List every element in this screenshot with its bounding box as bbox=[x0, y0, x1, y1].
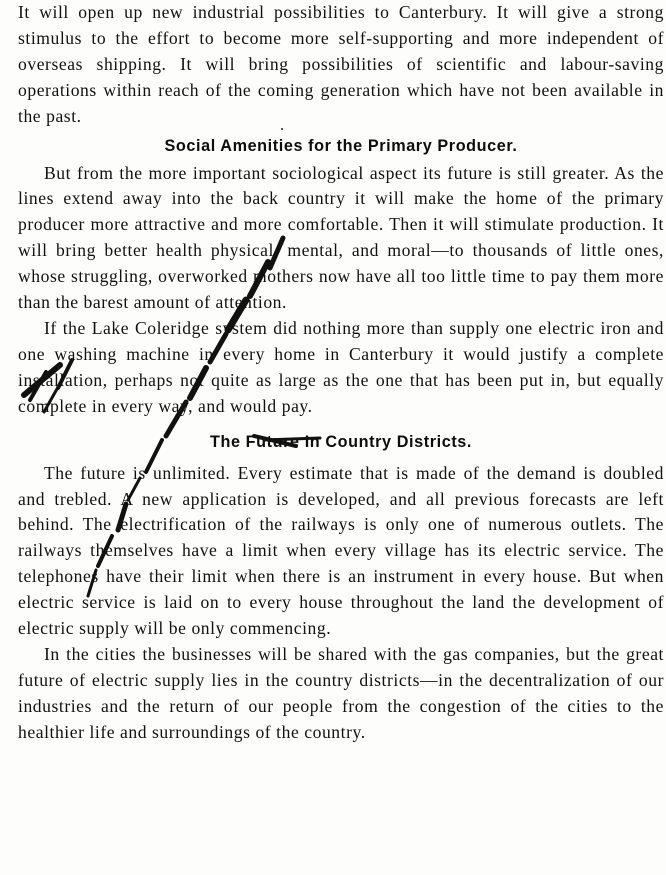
section-heading-social-amenities: Social Amenities for the Primary Producer. bbox=[164, 136, 518, 155]
paragraph-cities-and-country: In the cities the businesses will be shared with the gas companies, but the great future of electric supply lies in the country districts—in the decentralization of our industries and the return of our people from the congestion of the cities to the healthier life and surroundings of the country. bbox=[18, 643, 664, 742]
article-column bbox=[18, 0, 664, 746]
print-speck bbox=[281, 128, 283, 130]
paragraph-sociological-aspect: But from the more important sociological aspect its future is still greater. As the lines extend away into the back country it will make the home of the primary producer more attractive and more comfortable. Then it will stimulate production. It will bring better health physical, mental, and moral—to thousands of little ones, whose struggling, overworked mothers now have all too little time to pay them more than the barest amount of attention. bbox=[18, 162, 664, 313]
paragraph-lake-coleridge: If the Lake Coleridge system did nothing more than supply one electric iron and one washing machine in every home in Canterbury it would justify a complete installation, perhaps not quite as large as the one that has been put in, but equally complete in every way, and would pay. bbox=[18, 317, 664, 416]
paragraph-industrial-possibilities: It will open up new industrial possibilities to Canterbury. It will give a strong stimulus to the effort to become more self-supporting and more independent of overseas shipping. It will bring possibilities of scientific and labour-saving operations within reach of the coming generation which have not been available in the past. bbox=[18, 2, 664, 126]
section-heading-future-country: The Future In Country Districts. bbox=[209, 432, 473, 451]
paragraph-future-unlimited: The future is unlimited. Every estimate that is made of the demand is doubled and trebled. A new application is developed, and all previous forecasts are left behind. The electrification of the railways is only one of numerous outlets. The railways themselves have a limit when every village has its electric service. The telephones have their limit when there is an instrument in every house. But when electric service is laid on to every house throughout the land the development of electric supply will be only commencing. bbox=[18, 462, 664, 639]
